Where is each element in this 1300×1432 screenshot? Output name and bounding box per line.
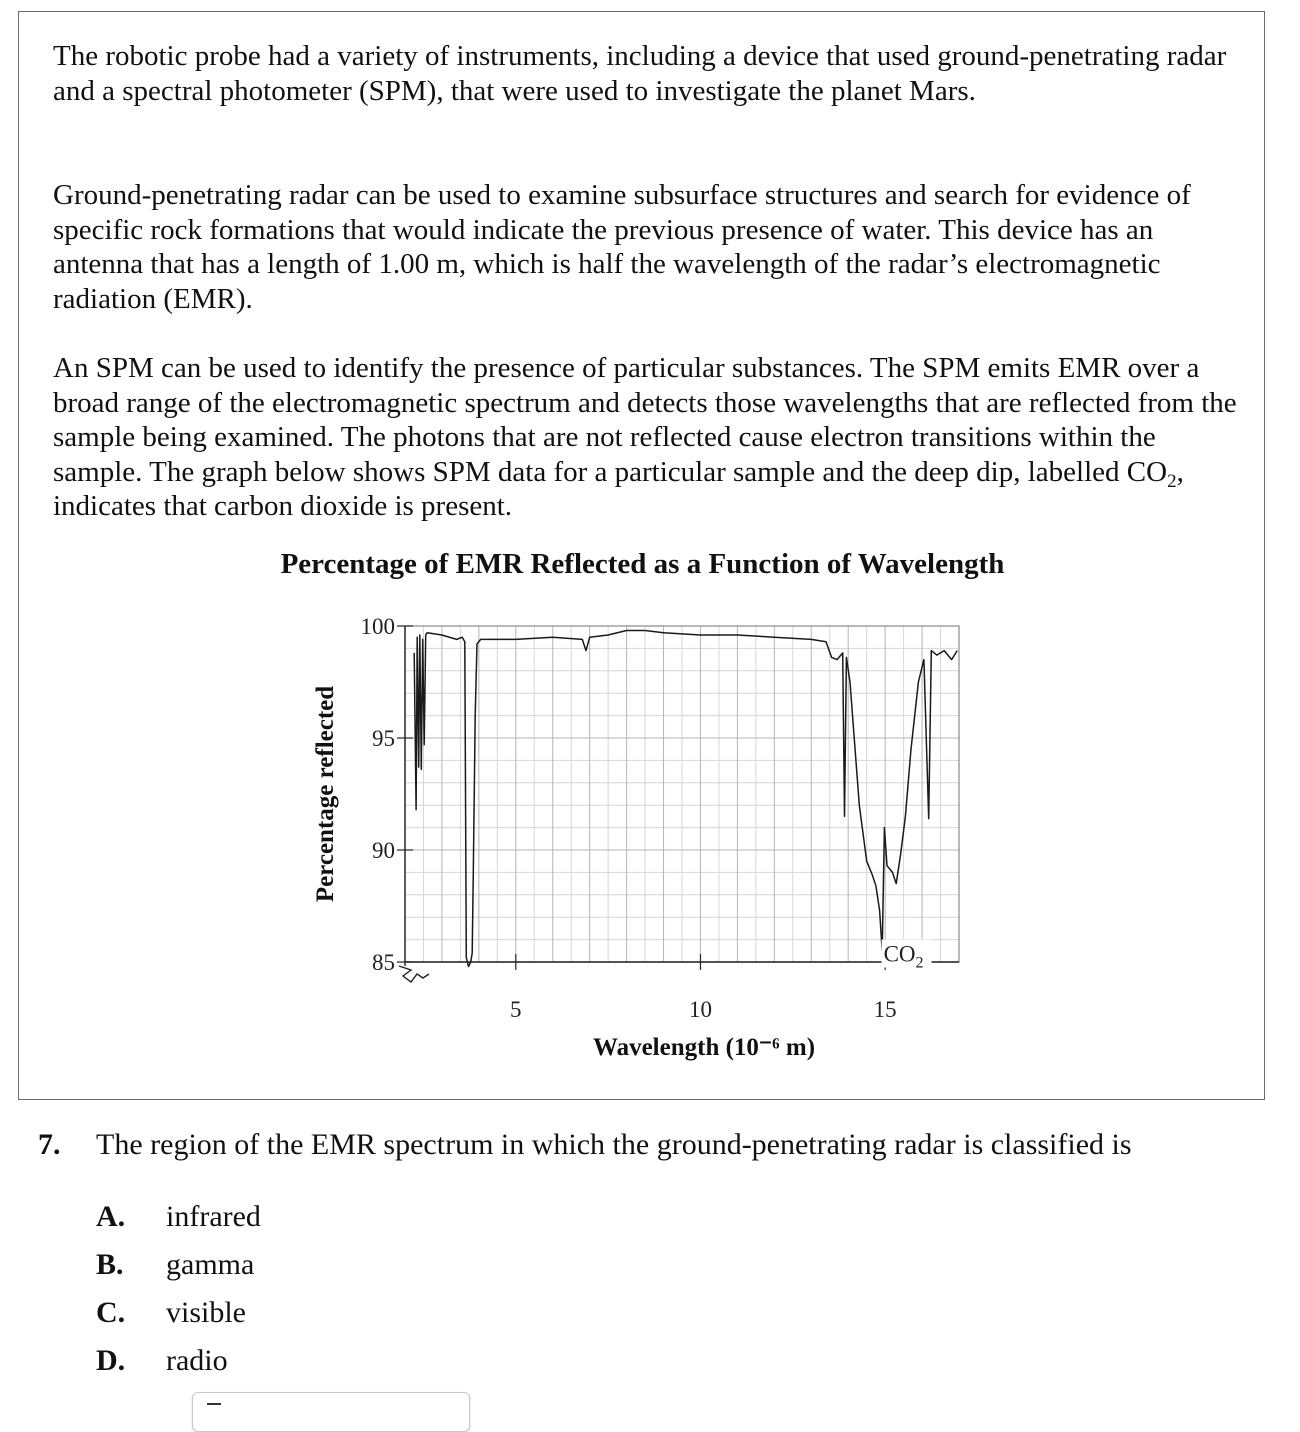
x-tick-label: 5: [510, 997, 522, 1022]
chart-title: Percentage of EMR Reflected as a Function of Wavelength: [280, 548, 1005, 580]
passage-paragraph-3-text: An SPM can be used to identify the presence of particular substances. The SPM emits EMR over a broad range of the electromagnetic spectrum and detects those wavelengths that are reflected from the sample being examined. The photons that are not reflected cause electron transitions within the sample. The graph below shows SPM data for a particular sample and the deep dip, labelled CO: [53, 352, 1237, 488]
chart-ticks: [361, 614, 897, 1022]
option-b-text: gamma: [166, 1248, 255, 1281]
passage-paragraph-1: The robotic probe had a variety of instruments, including a device that used ground-penetrating radar and a spectral photometer (SPM), that were used to investigate the planet Mars.: [53, 40, 1227, 107]
y-tick-label: 85: [372, 950, 395, 975]
y-axis-title: Percentage reflected: [312, 685, 339, 903]
reflectance-chart: [19, 12, 1266, 1101]
option-a-text: infrared: [166, 1200, 261, 1233]
option-c-letter: C.: [96, 1296, 126, 1329]
x-tick-label: 10: [688, 997, 712, 1022]
y-tick-label: 90: [372, 838, 395, 863]
option-c[interactable]: [96, 1295, 246, 1331]
y-tick-label: 95: [372, 726, 395, 751]
y-axis-break-icon: [399, 966, 429, 982]
option-d[interactable]: [96, 1343, 228, 1379]
passage-box: [18, 11, 1265, 1100]
option-a-letter: A.: [96, 1200, 126, 1233]
x-tick-label: 15: [873, 997, 897, 1022]
option-c-text: visible: [166, 1296, 246, 1329]
co2-annotation-subscript: 2: [915, 954, 924, 972]
option-b[interactable]: [96, 1247, 254, 1283]
chart-minor-grid: [405, 626, 959, 962]
co2-annotation-text: CO: [883, 941, 916, 967]
y-tick-label: 100: [360, 614, 395, 639]
question-number: 7.: [38, 1128, 61, 1161]
answer-placeholder-dash: [207, 1403, 221, 1405]
answer-dropdown[interactable]: [192, 1392, 470, 1432]
passage-paragraph-2: Ground-penetrating radar can be used to examine subsurface structures and search for evidence of specific rock formations that would indicate the previous presence of water. This device has an antenna that has a length of 1.00 m, which is half the wavelength of the radar’s electromagnetic radiation (EMR).: [53, 179, 1191, 315]
passage-subscript: 2: [1167, 470, 1177, 492]
question-stem: [38, 1127, 1132, 1163]
passage-paragraph-3-end: , indicates that carbon dioxide is present.: [53, 455, 1184, 522]
option-d-letter: D.: [96, 1344, 126, 1377]
x-axis-title: Wavelength (10⁻⁶ m): [592, 1034, 816, 1061]
option-b-letter: B.: [96, 1248, 124, 1281]
option-d-text: radio: [166, 1344, 228, 1377]
question-text: The region of the EMR spectrum in which the ground-penetrating radar is classified is: [96, 1128, 1132, 1161]
reflectance-line: [414, 631, 957, 967]
option-a[interactable]: [96, 1199, 261, 1235]
